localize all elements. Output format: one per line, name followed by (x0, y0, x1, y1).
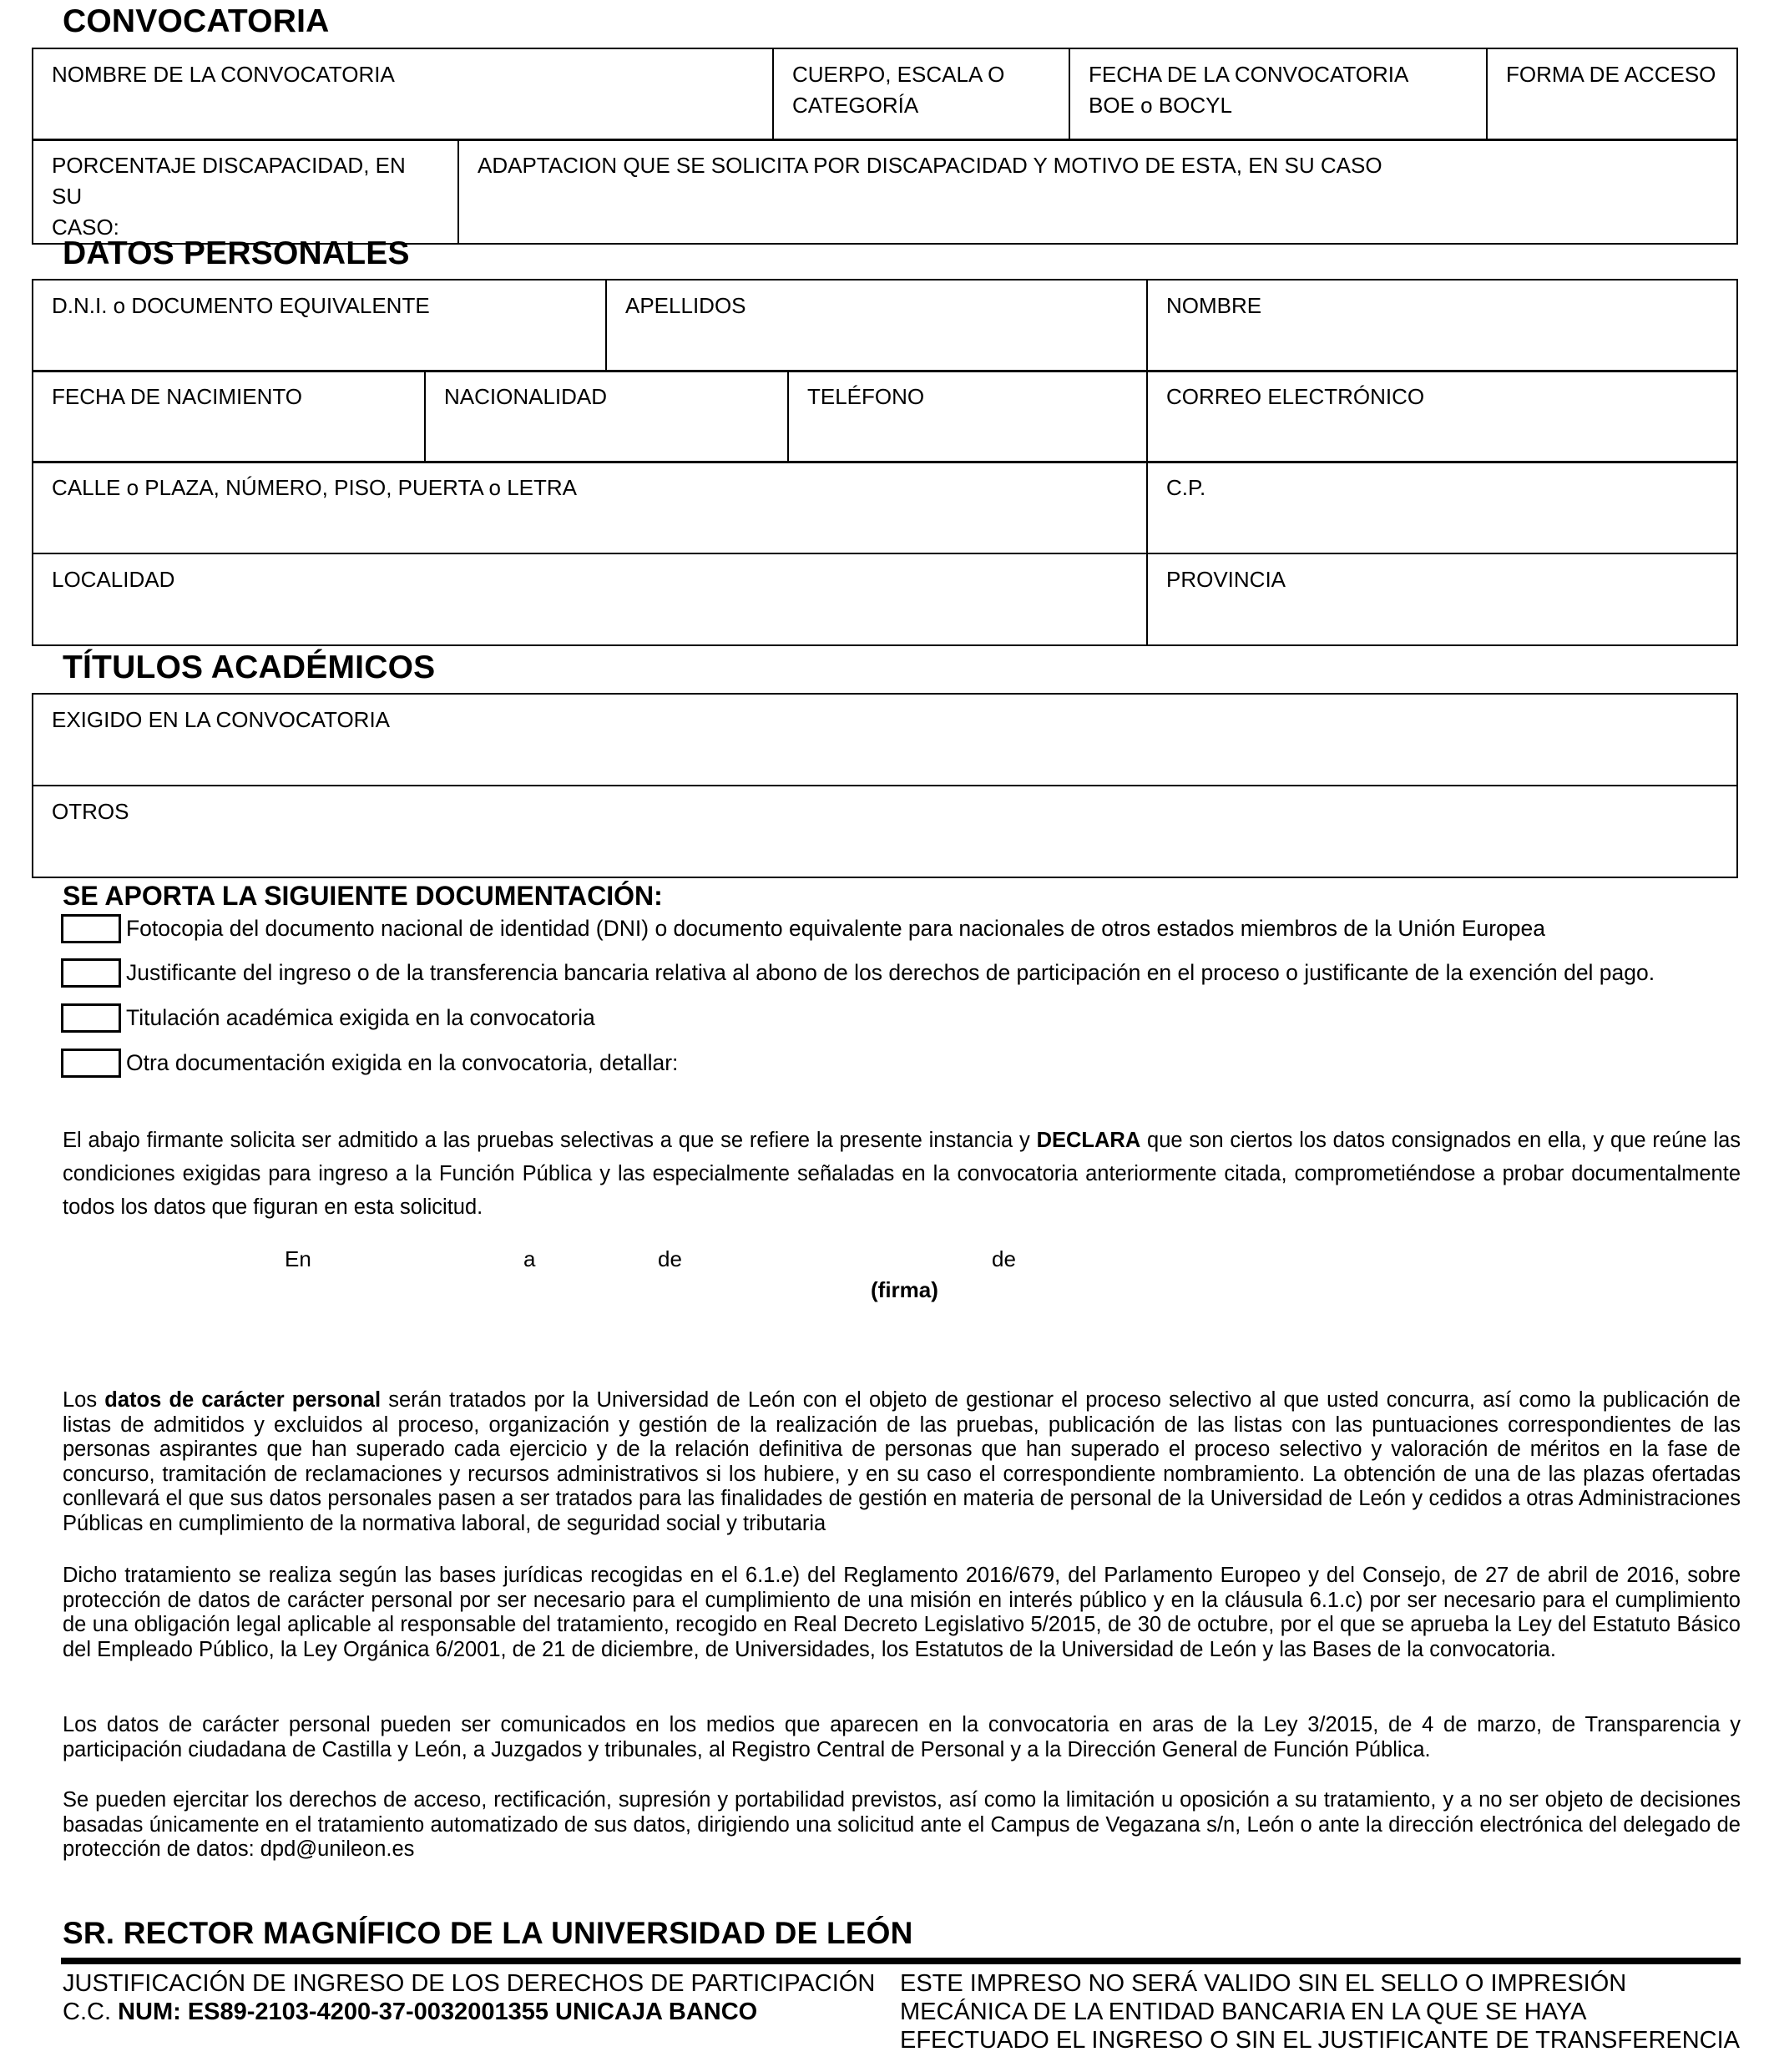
checkbox-titulacion[interactable] (61, 1003, 121, 1033)
field-telefono[interactable]: TELÉFONO (788, 371, 1147, 462)
privacy-paragraph-2: Dicho tratamiento se realiza según las bases jurídicas recogidas en el 6.1.e) del Reglamento 2016/679, del Parlamento Europeo y del Consejo, de 27 de abril de 2016, sobre protección de datos de carácter personal por ser necesario para el cumplimiento de una misión en interés público y en la cláusula 6.1.c) por ser necesario para el cumplimiento de una obligación legal aplicable al responsable del tratamiento, recogido en Real Decreto Legislativo 5/2015, de 30 de octubre, por el que se aprueba la Ley del Estatuto Básico del Empleado Público, la Ley Orgánica 6/2001, de 21 de diciembre, de Universidades, los Estatutos de la Universidad de León y las Bases de la convocatoria. (63, 1564, 1741, 1661)
privacy-paragraph-4: Se pueden ejercitar los derechos de acceso, rectificación, supresión y portabilidad previstos, así como la limitación u oposición a su tratamiento, y a no ser objeto de decisiones basadas únicamente en el tratamiento automatizado de sus datos, dirigiendo una solicitud ante el Campus de Vegazana s/n, León o ante la dirección electrónica del delegado de protección de datos: dpd@unileon.es (63, 1788, 1741, 1861)
field-apellidos[interactable]: APELLIDOS (606, 280, 1147, 371)
fecha-a: a (523, 1246, 536, 1271)
field-titulo-otros[interactable]: OTROS (33, 786, 1737, 877)
field-dni[interactable]: D.N.I. o DOCUMENTO EQUIVALENTE (33, 280, 606, 371)
field-calle[interactable]: CALLE o PLAZA, NÚMERO, PISO, PUERTA o LETRA (33, 462, 1147, 553)
field-cp[interactable]: C.P. (1147, 462, 1737, 553)
field-fecha-convocatoria[interactable]: FECHA DE LA CONVOCATORIA BOE o BOCYL (1069, 48, 1487, 140)
privacy-paragraph-3: Los datos de carácter personal pueden ser comunicados en los medios que aparecen en la convocatoria en aras de la Ley 3/2015, de 4 de marzo, de Transparencia y participación ciudadana de Castilla y León, a Juzgados y tribunales, al Registro Central de Personal y a la Dirección General de Función Pública. (63, 1713, 1741, 1761)
field-correo[interactable]: CORREO ELECTRÓNICO (1147, 371, 1737, 462)
field-fecha-nacimiento[interactable]: FECHA DE NACIMIENTO (33, 371, 425, 462)
footer-left: JUSTIFICACIÓN DE INGRESO DE LOS DERECHOS DE PARTICIPACIÓN C.C. NUM: ES89-2103-4200-37-0032001355 UNICAJA BANCO (63, 1970, 876, 2025)
discapacidad-table (32, 139, 1738, 245)
doc-item-dni: Fotocopia del documento nacional de identidad (DNI) o documento equivalente para nacionales de otros estados miembros de la Unión Europea (61, 914, 1545, 943)
titulos-table (32, 693, 1738, 878)
fecha-de-2: de (992, 1246, 1016, 1271)
field-cuerpo-escala[interactable]: CUERPO, ESCALA O CATEGORÍA (773, 48, 1069, 140)
doc-item-justificante: Justificante del ingreso o de la transferencia bancaria relativa al abono de los derechos de participación en el proceso o justificante de la exención del pago. (61, 958, 1655, 988)
fecha-en: En (285, 1246, 311, 1271)
field-nacionalidad[interactable]: NACIONALIDAD (425, 371, 788, 462)
divider-line (61, 1958, 1741, 1964)
section-title-convocatoria: CONVOCATORIA (63, 3, 330, 39)
datos-personales-table-1 (32, 279, 1738, 372)
field-titulo-exigido[interactable]: EXIGIDO EN LA CONVOCATORIA (33, 694, 1737, 786)
declaracion-paragraph: El abajo firmante solicita ser admitido a las pruebas selectivas a que se refiere la presente instancia y DECLARA que son ciertos los datos consignados en ella, y que reúne las condiciones exigidas para ingreso a la Función Pública y las especialmente señaladas en la convocatoria anteriormente citada, comprometiéndose a probar documentalmente todos los datos que figuran en esta solicitud. (63, 1129, 1741, 1219)
field-nombre-convocatoria[interactable]: NOMBRE DE LA CONVOCATORIA (33, 48, 773, 140)
field-adaptacion[interactable]: ADAPTACION QUE SE SOLICITA POR DISCAPACIDAD Y MOTIVO DE ESTA, EN SU CASO (458, 139, 1737, 244)
privacy-paragraph-1: Los datos de carácter personal serán tratados por la Universidad de León con el objeto de gestionar el proceso selectivo al que usted concurra, así como la publicación de listas de admitidos y excluidos al proceso, organización y gestión de la realización de las pruebas, publicación de las listas con las puntuaciones correspondientes de las personas aspirantes que han superado cada ejercicio y de la relación definitiva de personas que han superado el proceso selectivo y valoración de méritos en la fase de concurso, tramitación de reclamaciones y recursos administrativos si los hubiere, y en su caso el correspondiente nombramiento. La obtención de una de las plazas ofertadas conllevará el que sus datos personales pasen a ser tratados para las finalidades de gestión en materia de personal de la Universidad de León y cedidos a otras Administraciones Públicas en cumplimiento de la normativa laboral, de seguridad social y tributaria (63, 1388, 1741, 1535)
doc-item-titulacion: Titulación académica exigida en la convocatoria (61, 1003, 595, 1033)
footer-right: ESTE IMPRESO NO SERÁ VALIDO SIN EL SELLO O IMPRESIÓN MECÁNICA DE LA ENTIDAD BANCARIA EN LA QUE SE HAYA EFECTUADO EL INGRESO O SIN EL JUSTIFICANTE DE TRANSFERENCIA (900, 1970, 1741, 2054)
field-nombre[interactable]: NOMBRE (1147, 280, 1737, 371)
datos-personales-table-2 (32, 370, 1738, 463)
field-porcentaje-discapacidad[interactable]: PORCENTAJE DISCAPACIDAD, EN SU CASO: (33, 139, 458, 244)
section-title-datos-personales: DATOS PERSONALES (63, 235, 410, 271)
checkbox-justificante[interactable] (61, 958, 121, 988)
fecha-de-1: de (658, 1246, 682, 1271)
field-localidad[interactable]: LOCALIDAD (33, 553, 1147, 645)
firma-label: (firma) (871, 1277, 938, 1302)
destinatario: SR. RECTOR MAGNÍFICO DE LA UNIVERSIDAD DE LEÓN (63, 1916, 913, 1950)
datos-personales-table-3 (32, 461, 1738, 646)
section-title-titulos: TÍTULOS ACADÉMICOS (63, 649, 436, 685)
checkbox-dni[interactable] (61, 914, 121, 943)
section-title-documentacion: SE APORTA LA SIGUIENTE DOCUMENTACIÓN: (63, 881, 663, 911)
field-forma-acceso[interactable]: FORMA DE ACCESO (1487, 48, 1737, 140)
field-provincia[interactable]: PROVINCIA (1147, 553, 1737, 645)
doc-item-otra: Otra documentación exigida en la convocatoria, detallar: (61, 1049, 678, 1078)
convocatoria-table (32, 48, 1738, 141)
checkbox-otra[interactable] (61, 1049, 121, 1078)
